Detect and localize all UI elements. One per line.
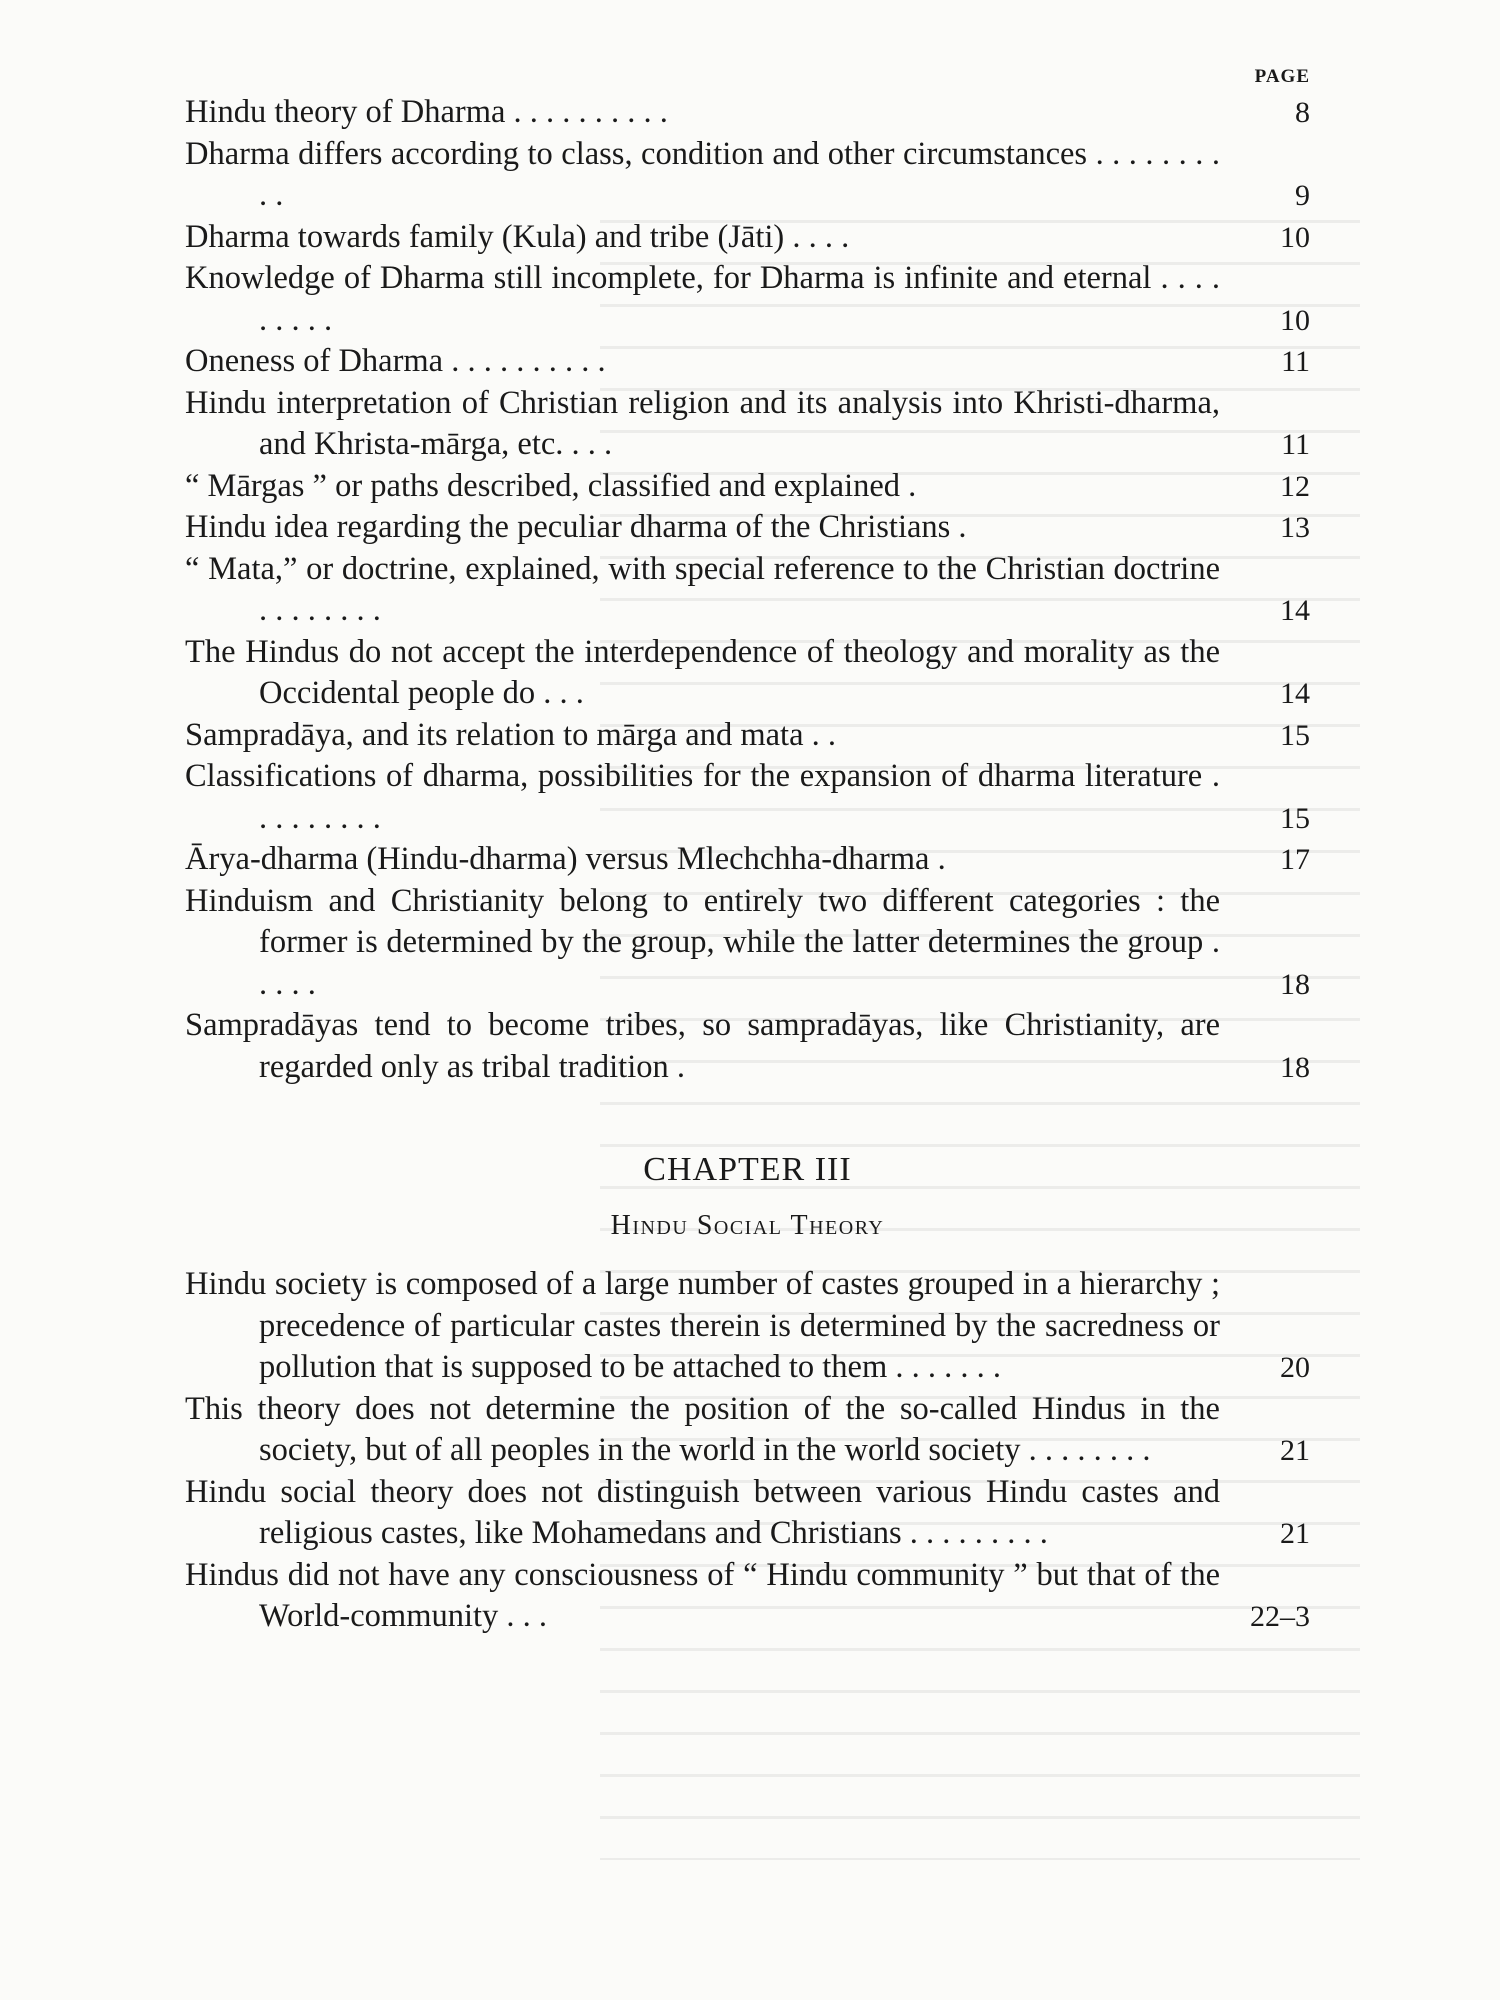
- chapter-title: Hindu Social Theory: [610, 1210, 885, 1241]
- toc-entry: [185, 1555, 1310, 1638]
- toc-entry-page: 22–3: [1250, 1600, 1310, 1633]
- toc-entry-page: 20: [1280, 1351, 1310, 1384]
- toc-entry: [185, 1005, 1310, 1088]
- toc-entry: [185, 839, 1310, 881]
- toc-entry-page: 8: [1295, 96, 1310, 129]
- toc-entry: [185, 341, 1310, 383]
- toc-entry: [185, 1264, 1310, 1389]
- toc-entry-text: Hindu theory of Dharma . . . . . . . . . .: [185, 94, 668, 130]
- toc-entry-page: 9: [1295, 179, 1310, 212]
- toc-entry-page: 15: [1280, 801, 1310, 835]
- toc-entry-text: Hindu social theory does not distinguish between various Hindu castes and religious castes, like Mohamedans and Christians . . . . . . . . .: [185, 1473, 1220, 1551]
- toc-entry: [185, 258, 1310, 341]
- toc-entry: [185, 383, 1310, 466]
- toc-entry-text: Ārya-dharma (Hindu-dharma) versus Mlechchha-dharma .: [185, 841, 946, 877]
- toc-entry: [185, 881, 1310, 1006]
- toc-entry-page: 14: [1280, 594, 1310, 627]
- toc-entry-text: Hindu interpretation of Christian religion and its analysis into Khristi-dharma, and Khrista-mārga, etc. . . .: [185, 384, 1220, 462]
- toc-entry-text: This theory does not determine the position of the so-called Hindus in the society, but of all peoples in the world in the world society . . . . . . . .: [185, 1390, 1220, 1468]
- toc-entry: [185, 1472, 1310, 1555]
- toc-entry: [185, 756, 1310, 839]
- toc-entry: [185, 507, 1310, 549]
- toc-entry-page: 11: [1281, 345, 1310, 378]
- toc-entry-page: 17: [1280, 843, 1310, 876]
- toc-entry-page: 11: [1281, 428, 1310, 461]
- toc-entry: [185, 632, 1310, 715]
- toc-entry-text: Dharma towards family (Kula) and tribe (Jāti) . . . .: [185, 218, 850, 255]
- chapter-heading: CHAPTER III: [643, 1151, 852, 1188]
- toc-entry-text: “ Mārgas ” or paths described, classified and explained .: [185, 467, 917, 504]
- toc-entry-page: 21: [1280, 1517, 1310, 1550]
- toc-entry-text: Sampradāyas tend to become tribes, so sampradāyas, like Christianity, are regarded only as tribal tradition .: [185, 1007, 1220, 1085]
- toc-entry-page: 18: [1280, 1050, 1310, 1084]
- toc-entry-page: 10: [1280, 303, 1310, 337]
- toc-entry: [185, 466, 1310, 508]
- toc-entry-text: Hindus did not have any consciousness of “ Hindu community ” but that of the World-community . . .: [185, 1556, 1220, 1634]
- toc-entry-page: 13: [1280, 511, 1310, 544]
- page-column-header: PAGE: [1254, 66, 1310, 87]
- toc-entry-page: 18: [1280, 967, 1310, 1001]
- toc-entry-text: Hindu idea regarding the peculiar dharma of the Christians .: [185, 509, 967, 545]
- toc-entry: [185, 92, 1310, 134]
- toc-entry-page: 14: [1280, 677, 1310, 710]
- toc-entry: [185, 134, 1310, 217]
- toc-entry: [185, 715, 1310, 757]
- toc-entry-page: 12: [1280, 469, 1310, 503]
- toc-section-chapter-iii: [185, 1264, 1310, 1638]
- toc-entry-text: Oneness of Dharma . . . . . . . . . .: [185, 343, 606, 379]
- toc-entry-text: Dharma differs according to class, condition and other circumstances . . . . . . . . . .: [185, 135, 1220, 213]
- toc-entry-page: 10: [1280, 220, 1310, 254]
- toc-entry: [185, 217, 1310, 259]
- toc-entry-text: “ Mata,” or doctrine, explained, with special reference to the Christian doctrine . . . . . . . .: [185, 550, 1220, 628]
- toc-entry: [185, 1389, 1310, 1472]
- toc-entry-text: Hindu society is composed of a large number of castes grouped in a hierarchy ; precedence of particular castes therein is determined by the sacredness or pollution that is supposed to be attached to them . . . . . . .: [185, 1266, 1220, 1385]
- toc-entry-page: 21: [1280, 1434, 1310, 1467]
- toc-entry-text: Knowledge of Dharma still incomplete, for Dharma is infinite and eternal . . . . . . . . .: [185, 260, 1220, 338]
- toc-entry: [185, 549, 1310, 632]
- toc-entry-text: Classifications of dharma, possibilities for the expansion of dharma literature . . . . . . . . .: [185, 758, 1220, 836]
- table-of-contents: [185, 62, 1310, 1638]
- toc-section-chapter-ii: [185, 92, 1310, 1088]
- toc-entry-text: Hinduism and Christianity belong to entirely two different categories : the former is determined by the group, while the latter determines the group . . . . .: [185, 882, 1220, 1002]
- toc-entry-text: The Hindus do not accept the interdependence of theology and morality as the Occidental people do . . .: [185, 633, 1220, 711]
- toc-entry-text: Sampradāya, and its relation to mārga and mata . .: [185, 716, 836, 753]
- toc-entry-page: 15: [1280, 718, 1310, 752]
